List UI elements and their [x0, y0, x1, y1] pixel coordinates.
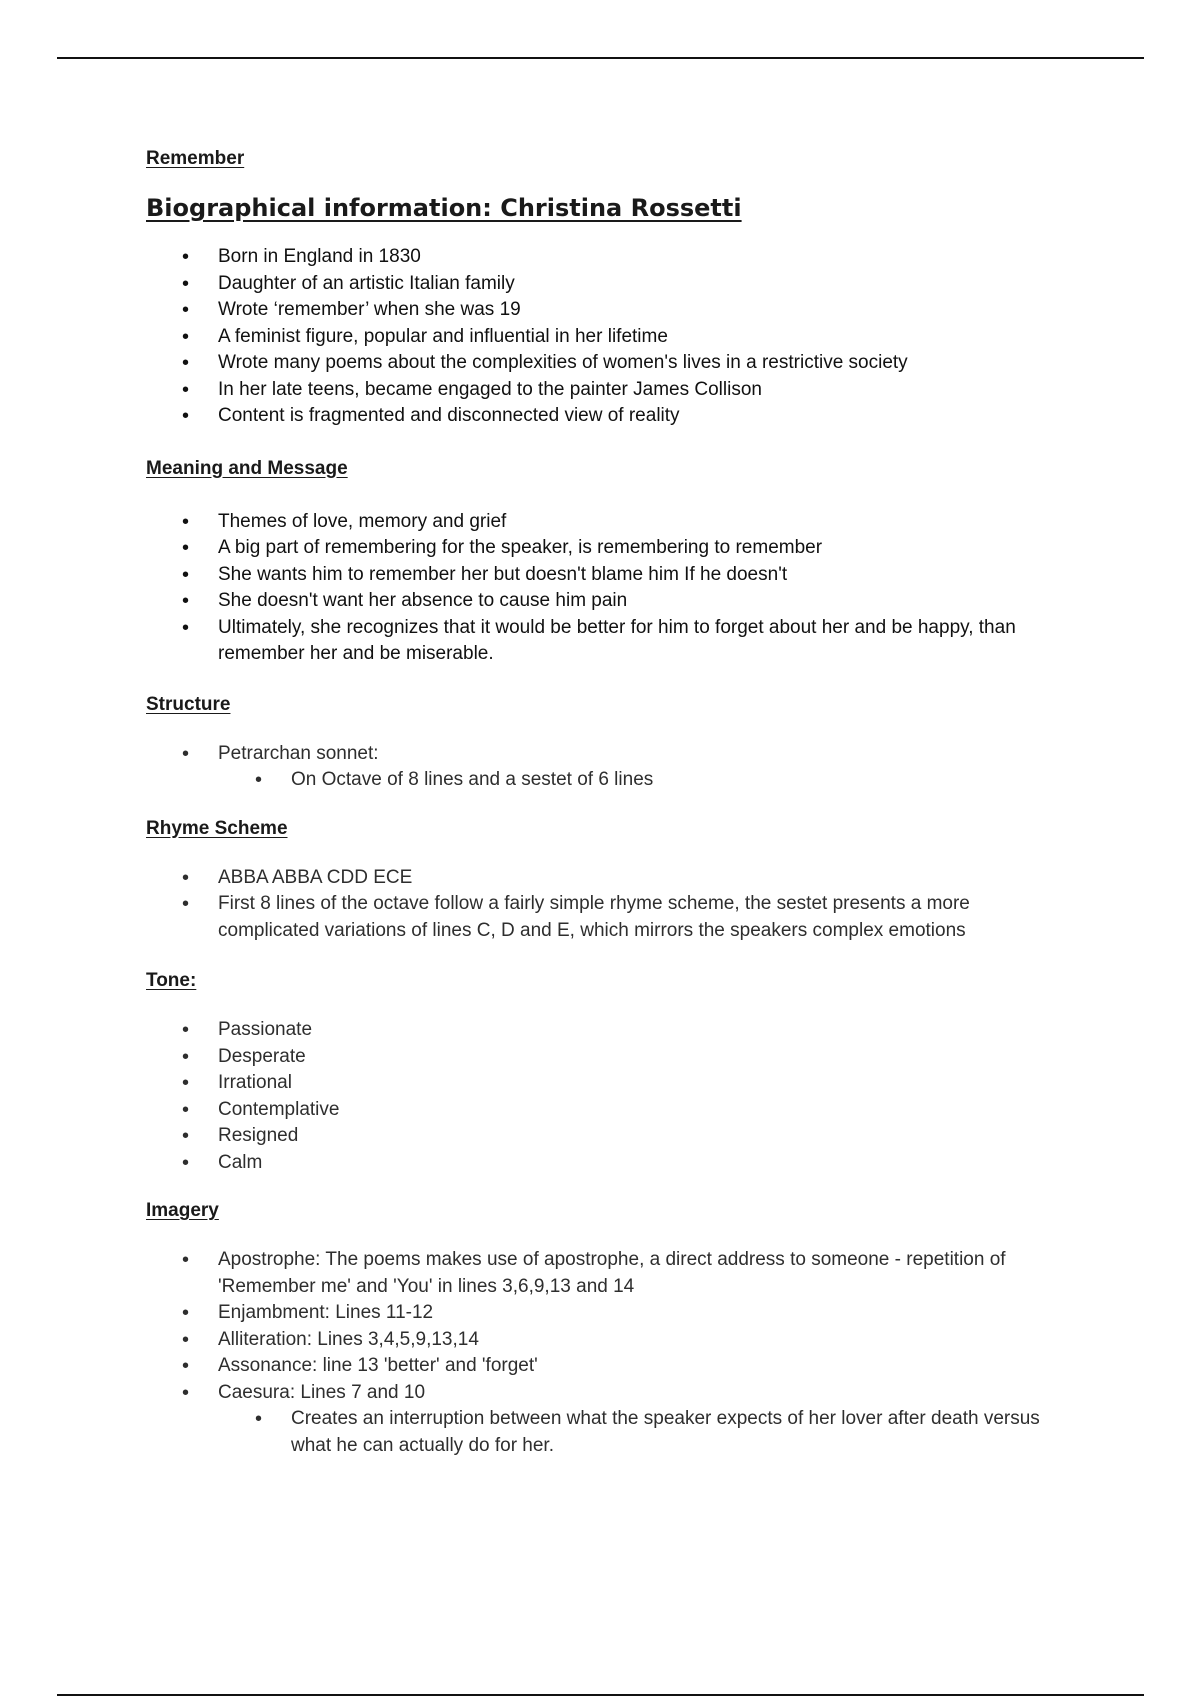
- list-item: • Contemplative: [146, 1097, 1076, 1124]
- list-item: • A big part of remembering for the speaker, is remembering to remember: [146, 535, 1076, 562]
- list-item: • Desperate: [146, 1044, 1076, 1071]
- list-item: • Wrote many poems about the complexities of women's lives in a restrictive society: [146, 350, 1076, 377]
- list-subitem: • Creates an interruption between what the speaker expects of her lover after death versus what he can actually do for her.: [146, 1406, 1076, 1459]
- document-body: [146, 146, 1076, 1459]
- list-item: • ABBA ABBA CDD ECE: [146, 865, 1076, 892]
- list-item: • Apostrophe: The poems makes use of apostrophe, a direct address to someone - repetition of 'Remember me' and 'You' in lines 3,6,9,13 and 14: [146, 1247, 1076, 1300]
- meaning-heading: Meaning and Message: [146, 457, 348, 479]
- list-item: • First 8 lines of the octave follow a fairly simple rhyme scheme, the sestet presents a more complicated variations of lines C, D and E, which mirrors the speakers complex emotions: [146, 891, 1076, 944]
- list-item: • Born in England in 1830: [146, 244, 1076, 271]
- list-item: • Enjambment: Lines 11-12: [146, 1300, 1076, 1327]
- tone-list: [146, 1017, 1076, 1176]
- tone-heading: Tone:: [146, 970, 197, 991]
- list-item: • In her late teens, became engaged to the painter James Collison: [146, 377, 1076, 404]
- rhyme-list: [146, 865, 1076, 945]
- imagery-list: [146, 1247, 1076, 1406]
- list-item: • Caesura: Lines 7 and 10: [146, 1380, 1076, 1407]
- rhyme-heading: Rhyme Scheme: [146, 817, 288, 839]
- imagery-heading: Imagery: [146, 1200, 219, 1221]
- meaning-list: [146, 509, 1076, 668]
- list-item: • Petrarchan sonnet:: [146, 741, 1076, 768]
- structure-sublist: [146, 767, 1076, 794]
- list-item: • Resigned: [146, 1123, 1076, 1150]
- list-item: • Alliteration: Lines 3,4,5,9,13,14: [146, 1327, 1076, 1354]
- structure-list: [146, 741, 1076, 768]
- list-item: • Passionate: [146, 1017, 1076, 1044]
- list-item: • She wants him to remember her but doesn't blame him If he doesn't: [146, 562, 1076, 589]
- document-title: Remember: [146, 148, 245, 169]
- bottom-rule: [57, 1694, 1144, 1696]
- bio-list: [146, 244, 1076, 430]
- list-item: • Irrational: [146, 1070, 1076, 1097]
- list-item: • Calm: [146, 1150, 1076, 1177]
- list-item: • Themes of love, memory and grief: [146, 509, 1076, 536]
- list-item: • Daughter of an artistic Italian family: [146, 271, 1076, 298]
- list-item: • Wrote ‘remember’ when she was 19: [146, 297, 1076, 324]
- list-item: • She doesn't want her absence to cause him pain: [146, 588, 1076, 615]
- structure-heading: Structure: [146, 693, 231, 715]
- list-subitem: • On Octave of 8 lines and a sestet of 6 lines: [146, 767, 1076, 794]
- imagery-sublist: [146, 1406, 1076, 1459]
- top-rule: [57, 57, 1144, 59]
- list-item: • A feminist figure, popular and influential in her lifetime: [146, 324, 1076, 351]
- bio-heading: Biographical information: Christina Rossetti: [146, 194, 742, 222]
- list-item: • Ultimately, she recognizes that it would be better for him to forget about her and be happy, than remember her and be miserable.: [146, 615, 1076, 668]
- list-item: • Assonance: line 13 'better' and 'forget': [146, 1353, 1076, 1380]
- list-item: • Content is fragmented and disconnected view of reality: [146, 403, 1076, 430]
